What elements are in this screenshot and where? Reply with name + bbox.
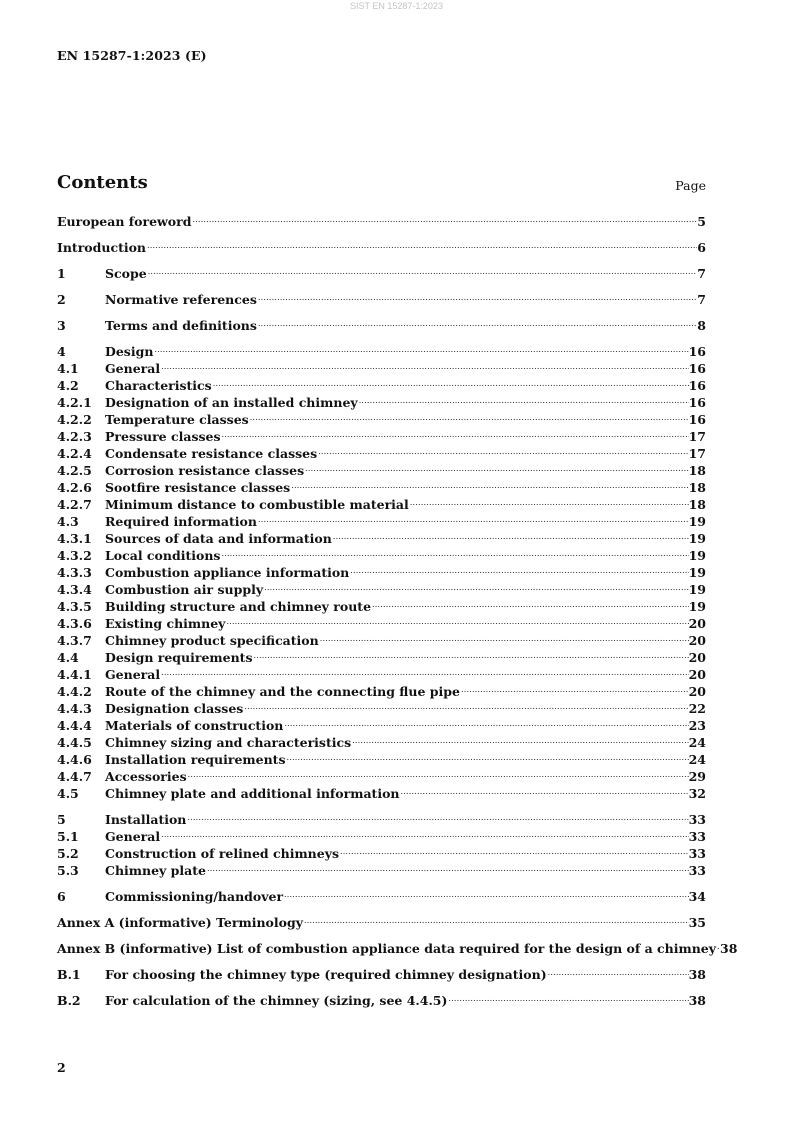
toc-entry-title: Combustion air supply	[105, 582, 264, 597]
toc-entry-title: Annex A (informative) Terminology	[57, 915, 303, 930]
toc-entry[interactable]	[57, 962, 706, 982]
toc-entry-page: 33	[688, 812, 706, 827]
toc-entry-title: Terms and definitions	[105, 318, 257, 333]
toc-entry-title: Building structure and chimney route	[105, 599, 372, 614]
toc-entry-title: Chimney plate	[105, 863, 206, 878]
toc-entry-page: 38	[688, 967, 706, 982]
toc-entry-title: Installation requirements	[105, 752, 286, 767]
toc-dot-leader	[285, 747, 688, 764]
toc-dot-leader	[547, 962, 689, 979]
toc-entry-page: 16	[688, 412, 706, 427]
toc-entry-number: 4.2.5	[57, 463, 92, 478]
toc-entry-number: 5	[57, 812, 66, 827]
toc-entry-page: 38	[688, 993, 706, 1008]
toc-dot-leader	[253, 645, 689, 662]
toc-entry-page: 24	[688, 752, 706, 767]
toc-dot-leader	[221, 424, 689, 441]
toc-dot-leader	[303, 910, 689, 927]
toc-entry-number: 5.3	[57, 863, 79, 878]
document-identifier: EN 15287-1:2023 (E)	[57, 48, 207, 63]
toc-dot-leader	[147, 261, 698, 278]
toc-entry-title: Required information	[105, 514, 257, 529]
toc-entry-number: 4.3.6	[57, 616, 92, 631]
toc-entry-page: 20	[688, 650, 706, 665]
toc-entry-number: 4.2.4	[57, 446, 92, 461]
toc-entry-title: Characteristics	[105, 378, 212, 393]
toc-dot-leader	[191, 209, 697, 226]
page-column-label: Page	[675, 178, 706, 193]
toc-dot-leader	[447, 988, 688, 1005]
toc-entry-number: B.2	[57, 993, 81, 1008]
toc-entry-page: 18	[688, 497, 706, 512]
toc-entry-page: 33	[688, 846, 706, 861]
toc-dot-leader	[220, 543, 688, 560]
page-number: 2	[57, 1060, 66, 1075]
toc-entry-title: Design requirements	[105, 650, 253, 665]
toc-entry[interactable]	[57, 235, 706, 255]
toc-entry-page: 7	[697, 266, 706, 281]
toc-entry-title: Installation	[105, 812, 187, 827]
toc-entry-title: Temperature classes	[105, 412, 249, 427]
toc-entry-page: 34	[688, 889, 706, 904]
toc-dot-leader	[716, 936, 720, 953]
toc-entry-page: 6	[697, 240, 706, 255]
toc-entry-number: 4	[57, 344, 66, 359]
toc-entry-title: Minimum distance to combustible material	[105, 497, 409, 512]
toc-dot-leader	[371, 594, 689, 611]
toc-dot-leader	[409, 492, 689, 509]
toc-entry-title: For calculation of the chimney (sizing, see 4.4.5)	[105, 993, 448, 1008]
toc-dot-leader	[349, 560, 688, 577]
toc-entry-number: 4.2.7	[57, 497, 92, 512]
toc-entry[interactable]	[57, 209, 706, 229]
toc-entry-number: 4.2.2	[57, 412, 92, 427]
toc-dot-leader	[290, 475, 688, 492]
toc-entry-number: 5.2	[57, 846, 79, 861]
toc-entry-number: 4.2.1	[57, 395, 92, 410]
toc-dot-leader	[339, 841, 689, 858]
toc-dot-leader	[283, 713, 688, 730]
toc-entry-title: Design	[105, 344, 154, 359]
toc-entry[interactable]	[57, 261, 706, 281]
toc-entry-number: 4.3.1	[57, 531, 92, 546]
toc-entry-page: 22	[688, 701, 706, 716]
toc-entry-number: 4.5	[57, 786, 79, 801]
toc-dot-leader	[263, 577, 689, 594]
toc-entry[interactable]	[57, 807, 706, 827]
toc-entry-title: Designation classes	[105, 701, 244, 716]
toc-entry[interactable]	[57, 884, 706, 904]
toc-dot-leader	[225, 611, 688, 628]
toc-entry-page: 20	[688, 684, 706, 699]
toc-entry-page: 33	[688, 863, 706, 878]
toc-dot-leader	[358, 390, 689, 407]
toc-entry-number: 5.1	[57, 829, 79, 844]
toc-entry-page: 16	[688, 378, 706, 393]
toc-entry-page: 8	[697, 318, 706, 333]
toc-dot-leader	[146, 235, 697, 252]
contents-heading: Contents	[57, 172, 148, 193]
toc-entry-title: Introduction	[57, 240, 147, 255]
toc-entry[interactable]	[57, 339, 706, 359]
toc-entry-number: 4.3.3	[57, 565, 92, 580]
toc-entry-title: Sources of data and information	[105, 531, 332, 546]
toc-entry-page: 16	[688, 395, 706, 410]
toc-entry-number: 4.2.3	[57, 429, 92, 444]
toc-dot-leader	[160, 356, 688, 373]
toc-entry[interactable]	[57, 313, 706, 333]
toc-entry-page: 38	[720, 941, 738, 956]
toc-dot-leader	[243, 696, 688, 713]
toc-entry-page: 19	[688, 548, 706, 563]
toc-dot-leader	[153, 339, 688, 356]
toc-dot-leader	[160, 662, 688, 679]
toc-dot-leader	[257, 287, 697, 304]
toc-dot-leader	[212, 373, 689, 390]
toc-entry-number: 4.4.6	[57, 752, 92, 767]
toc-dot-leader	[400, 781, 689, 798]
toc-entry-number: 4.4	[57, 650, 79, 665]
toc-entry[interactable]	[57, 988, 706, 1008]
toc-entry-title: Accessories	[105, 769, 187, 784]
toc-entry-page: 19	[688, 531, 706, 546]
toc-entry-number: 4.3.5	[57, 599, 92, 614]
toc-entry-number: 4.4.5	[57, 735, 92, 750]
toc-entry-number: 4.4.4	[57, 718, 92, 733]
watermark: SIST EN 15287-1:2023	[350, 1, 443, 11]
toc-entry-title: Materials of construction	[105, 718, 284, 733]
toc-entry-title: Sootfire resistance classes	[105, 480, 291, 495]
toc-entry-title: Local conditions	[105, 548, 221, 563]
toc-entry-page: 20	[688, 616, 706, 631]
toc-dot-leader	[249, 407, 689, 424]
toc-entry-title: Commissioning/handover	[105, 889, 284, 904]
toc-entry-title: Pressure classes	[105, 429, 221, 444]
toc-entry[interactable]	[57, 356, 706, 376]
toc-dot-leader	[319, 628, 689, 645]
toc-entry-number: 4.2.6	[57, 480, 92, 495]
toc-entry-page: 16	[688, 361, 706, 376]
toc-entry[interactable]	[57, 936, 738, 956]
toc-entry-number: 4.4.3	[57, 701, 92, 716]
toc-entry-title: General	[105, 361, 161, 376]
toc-entry-page: 24	[688, 735, 706, 750]
toc-entry-page: 5	[697, 214, 706, 229]
toc-entry-page: 16	[688, 344, 706, 359]
toc-entry-page: 23	[688, 718, 706, 733]
toc-entry-page: 18	[688, 463, 706, 478]
toc-entry-title: Corrosion resistance classes	[105, 463, 305, 478]
toc-entry-number: B.1	[57, 967, 81, 982]
toc-entry-number: 3	[57, 318, 66, 333]
toc-dot-leader	[186, 807, 688, 824]
toc-entry-number: 4.3.2	[57, 548, 92, 563]
toc-entry-number: 4.4.7	[57, 769, 92, 784]
toc-entry-title: Designation of an installed chimney	[105, 395, 358, 410]
toc-entry-title: Existing chimney	[105, 616, 226, 631]
toc-dot-leader	[257, 509, 689, 526]
toc-entry-title: Chimney plate and additional information	[105, 786, 400, 801]
toc-entry-title: Annex B (informative) List of combustion appliance data required for the design of a chimney	[57, 941, 717, 956]
toc-entry-number: 4.4.1	[57, 667, 92, 682]
toc-entry-page: 20	[688, 667, 706, 682]
table-of-contents	[57, 209, 738, 1008]
toc-entry[interactable]	[57, 287, 706, 307]
toc-dot-leader	[304, 458, 688, 475]
toc-entry-page: 7	[697, 292, 706, 307]
toc-dot-leader	[460, 679, 689, 696]
toc-entry-number: 4.3.4	[57, 582, 92, 597]
toc-dot-leader	[351, 730, 688, 747]
toc-entry-title: General	[105, 829, 161, 844]
toc-entry-number: 4.2	[57, 378, 79, 393]
toc-entry-number: 4.1	[57, 361, 79, 376]
toc-dot-leader	[283, 884, 689, 901]
toc-entry-page: 19	[688, 565, 706, 580]
toc-entry-title: Chimney product specification	[105, 633, 319, 648]
toc-entry-title: European foreword	[57, 214, 192, 229]
toc-entry-title: Construction of relined chimneys	[105, 846, 340, 861]
toc-entry-page: 33	[688, 829, 706, 844]
toc-entry-page: 20	[688, 633, 706, 648]
toc-entry-title: Combustion appliance information	[105, 565, 350, 580]
toc-entry-number: 2	[57, 292, 66, 307]
toc-dot-leader	[160, 824, 688, 841]
toc-entry[interactable]	[57, 910, 706, 930]
toc-entry-title: Scope	[105, 266, 147, 281]
toc-entry-title: For choosing the chimney type (required chimney designation)	[105, 967, 547, 982]
toc-entry-number: 6	[57, 889, 66, 904]
toc-entry-title: Condensate resistance classes	[105, 446, 318, 461]
toc-entry-page: 17	[688, 429, 706, 444]
toc-entry-page: 19	[688, 514, 706, 529]
toc-entry-page: 17	[688, 446, 706, 461]
toc-dot-leader	[332, 526, 689, 543]
toc-entry-page: 19	[688, 599, 706, 614]
toc-entry-number: 1	[57, 266, 66, 281]
toc-entry-title: Chimney sizing and characteristics	[105, 735, 352, 750]
toc-entry-page: 18	[688, 480, 706, 495]
toc-entry-page: 29	[688, 769, 706, 784]
toc-dot-leader	[257, 313, 697, 330]
toc-dot-leader	[206, 858, 689, 875]
toc-entry-title: Normative references	[105, 292, 257, 307]
toc-entry-number: 4.4.2	[57, 684, 92, 699]
toc-entry-page: 19	[688, 582, 706, 597]
toc-dot-leader	[317, 441, 688, 458]
toc-entry-number: 4.3.7	[57, 633, 92, 648]
toc-entry-number: 4.3	[57, 514, 79, 529]
toc-entry-title: Route of the chimney and the connecting flue pipe	[105, 684, 460, 699]
toc-entry-page: 35	[688, 915, 706, 930]
toc-entry-title: General	[105, 667, 161, 682]
toc-dot-leader	[187, 764, 689, 781]
toc-entry-page: 32	[688, 786, 706, 801]
